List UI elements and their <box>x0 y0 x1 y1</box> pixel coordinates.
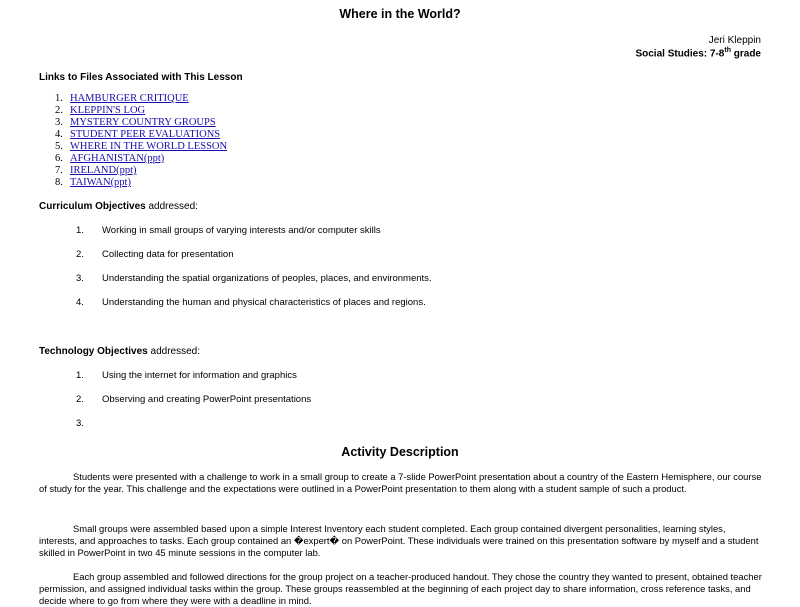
page-title: Where in the World? <box>339 7 461 21</box>
technology-objectives-heading <box>39 346 200 357</box>
objective-text: Understanding the human and physical characteristics of places and regions. <box>102 297 426 308</box>
list-item <box>55 177 227 189</box>
heading-bold: Technology Objectives <box>39 346 148 357</box>
link-mystery-country-groups[interactable]: MYSTERY COUNTRY GROUPS <box>70 117 216 128</box>
subject-prefix: Social Studies: 7-8 <box>635 48 725 60</box>
activity-description-title: Activity Description <box>341 445 459 459</box>
list-number: 3. <box>55 117 63 128</box>
list-number: 2. <box>55 105 63 116</box>
list-number: 7. <box>55 165 63 176</box>
list-number: 1. <box>76 370 84 381</box>
subject-grade <box>635 47 761 59</box>
curriculum-objectives-heading <box>39 201 198 212</box>
list-number: 6. <box>55 153 63 164</box>
list-item <box>55 141 227 153</box>
links-heading: Links to Files Associated with This Lesson <box>39 72 243 83</box>
list-number: 2. <box>76 394 84 405</box>
objective-text: Understanding the spatial organizations of peoples, places, and environments. <box>102 273 432 284</box>
link-afghanistan-ppt[interactable]: AFGHANISTAN(ppt) <box>70 153 165 164</box>
list-number: 4. <box>76 297 84 308</box>
activity-paragraph: Small groups were assembled based upon a simple Interest Inventory each student completed. Each group contained divergent personalities, learning styles, interests, and approaches to tasks. Each group contained an �expert� on PowerPoint. These individuals were trained on this presentation software by myself and a student skilled in PowerPoint in two 45 minute sessions in the computer lab. <box>39 523 759 558</box>
list-item <box>55 117 227 129</box>
list-item <box>55 105 227 117</box>
list-number: 4. <box>55 129 63 140</box>
file-links-list <box>55 93 227 189</box>
list-item <box>55 93 227 105</box>
objective-text: Observing and creating PowerPoint presentations <box>102 394 312 405</box>
list-number: 1. <box>76 225 84 236</box>
list-number: 5. <box>55 141 63 152</box>
heading-rest: addressed: <box>145 201 198 212</box>
objective-text: Collecting data for presentation <box>102 249 234 260</box>
subject-suffix: grade <box>730 48 761 60</box>
list-number: 3. <box>76 273 84 284</box>
list-item <box>55 153 227 165</box>
activity-paragraph: Students were presented with a challenge to work in a small group to create a 7-slide PowerPoint presentation about a country of the Eastern Hemisphere, our course of study for the year. This challenge and the expectations were outlined in a PowerPoint presentation to them along with a student sample of such a product. <box>39 471 762 494</box>
list-number: 8. <box>55 177 63 188</box>
link-hamburger-critique[interactable]: HAMBURGER CRITIQUE <box>70 93 189 104</box>
heading-bold: Curriculum Objectives <box>39 201 146 212</box>
list-item <box>55 165 227 177</box>
link-where-in-the-world-lesson[interactable]: WHERE IN THE WORLD LESSON <box>70 141 228 152</box>
activity-paragraph: Each group assembled and followed directions for the group project on a teacher-produced handout. They chose the country they wanted to present, obtained teacher permission, and assigned individual tasks within the group. These groups reassembled at the beginning of each project day to share information, cross reference tasks, and decide where to go from where they were with a deadline in mind. <box>39 571 762 606</box>
subject-superscript: th <box>724 47 731 54</box>
link-student-peer-evaluations[interactable]: STUDENT PEER EVALUATIONS <box>70 129 221 140</box>
list-number: 1. <box>55 93 63 104</box>
link-kleppins-log[interactable]: KLEPPIN'S LOG <box>70 105 146 116</box>
objective-text: Working in small groups of varying interests and/or computer skills <box>102 225 381 236</box>
author-name: Jeri Kleppin <box>708 35 761 46</box>
link-ireland-ppt[interactable]: IRELAND(ppt) <box>70 165 137 176</box>
list-number: 3. <box>76 418 84 429</box>
list-item <box>55 129 227 141</box>
link-taiwan-ppt[interactable]: TAIWAN(ppt) <box>70 177 131 188</box>
list-number: 2. <box>76 249 84 260</box>
objective-text: Using the internet for information and graphics <box>102 370 297 381</box>
heading-rest: addressed: <box>147 346 200 357</box>
